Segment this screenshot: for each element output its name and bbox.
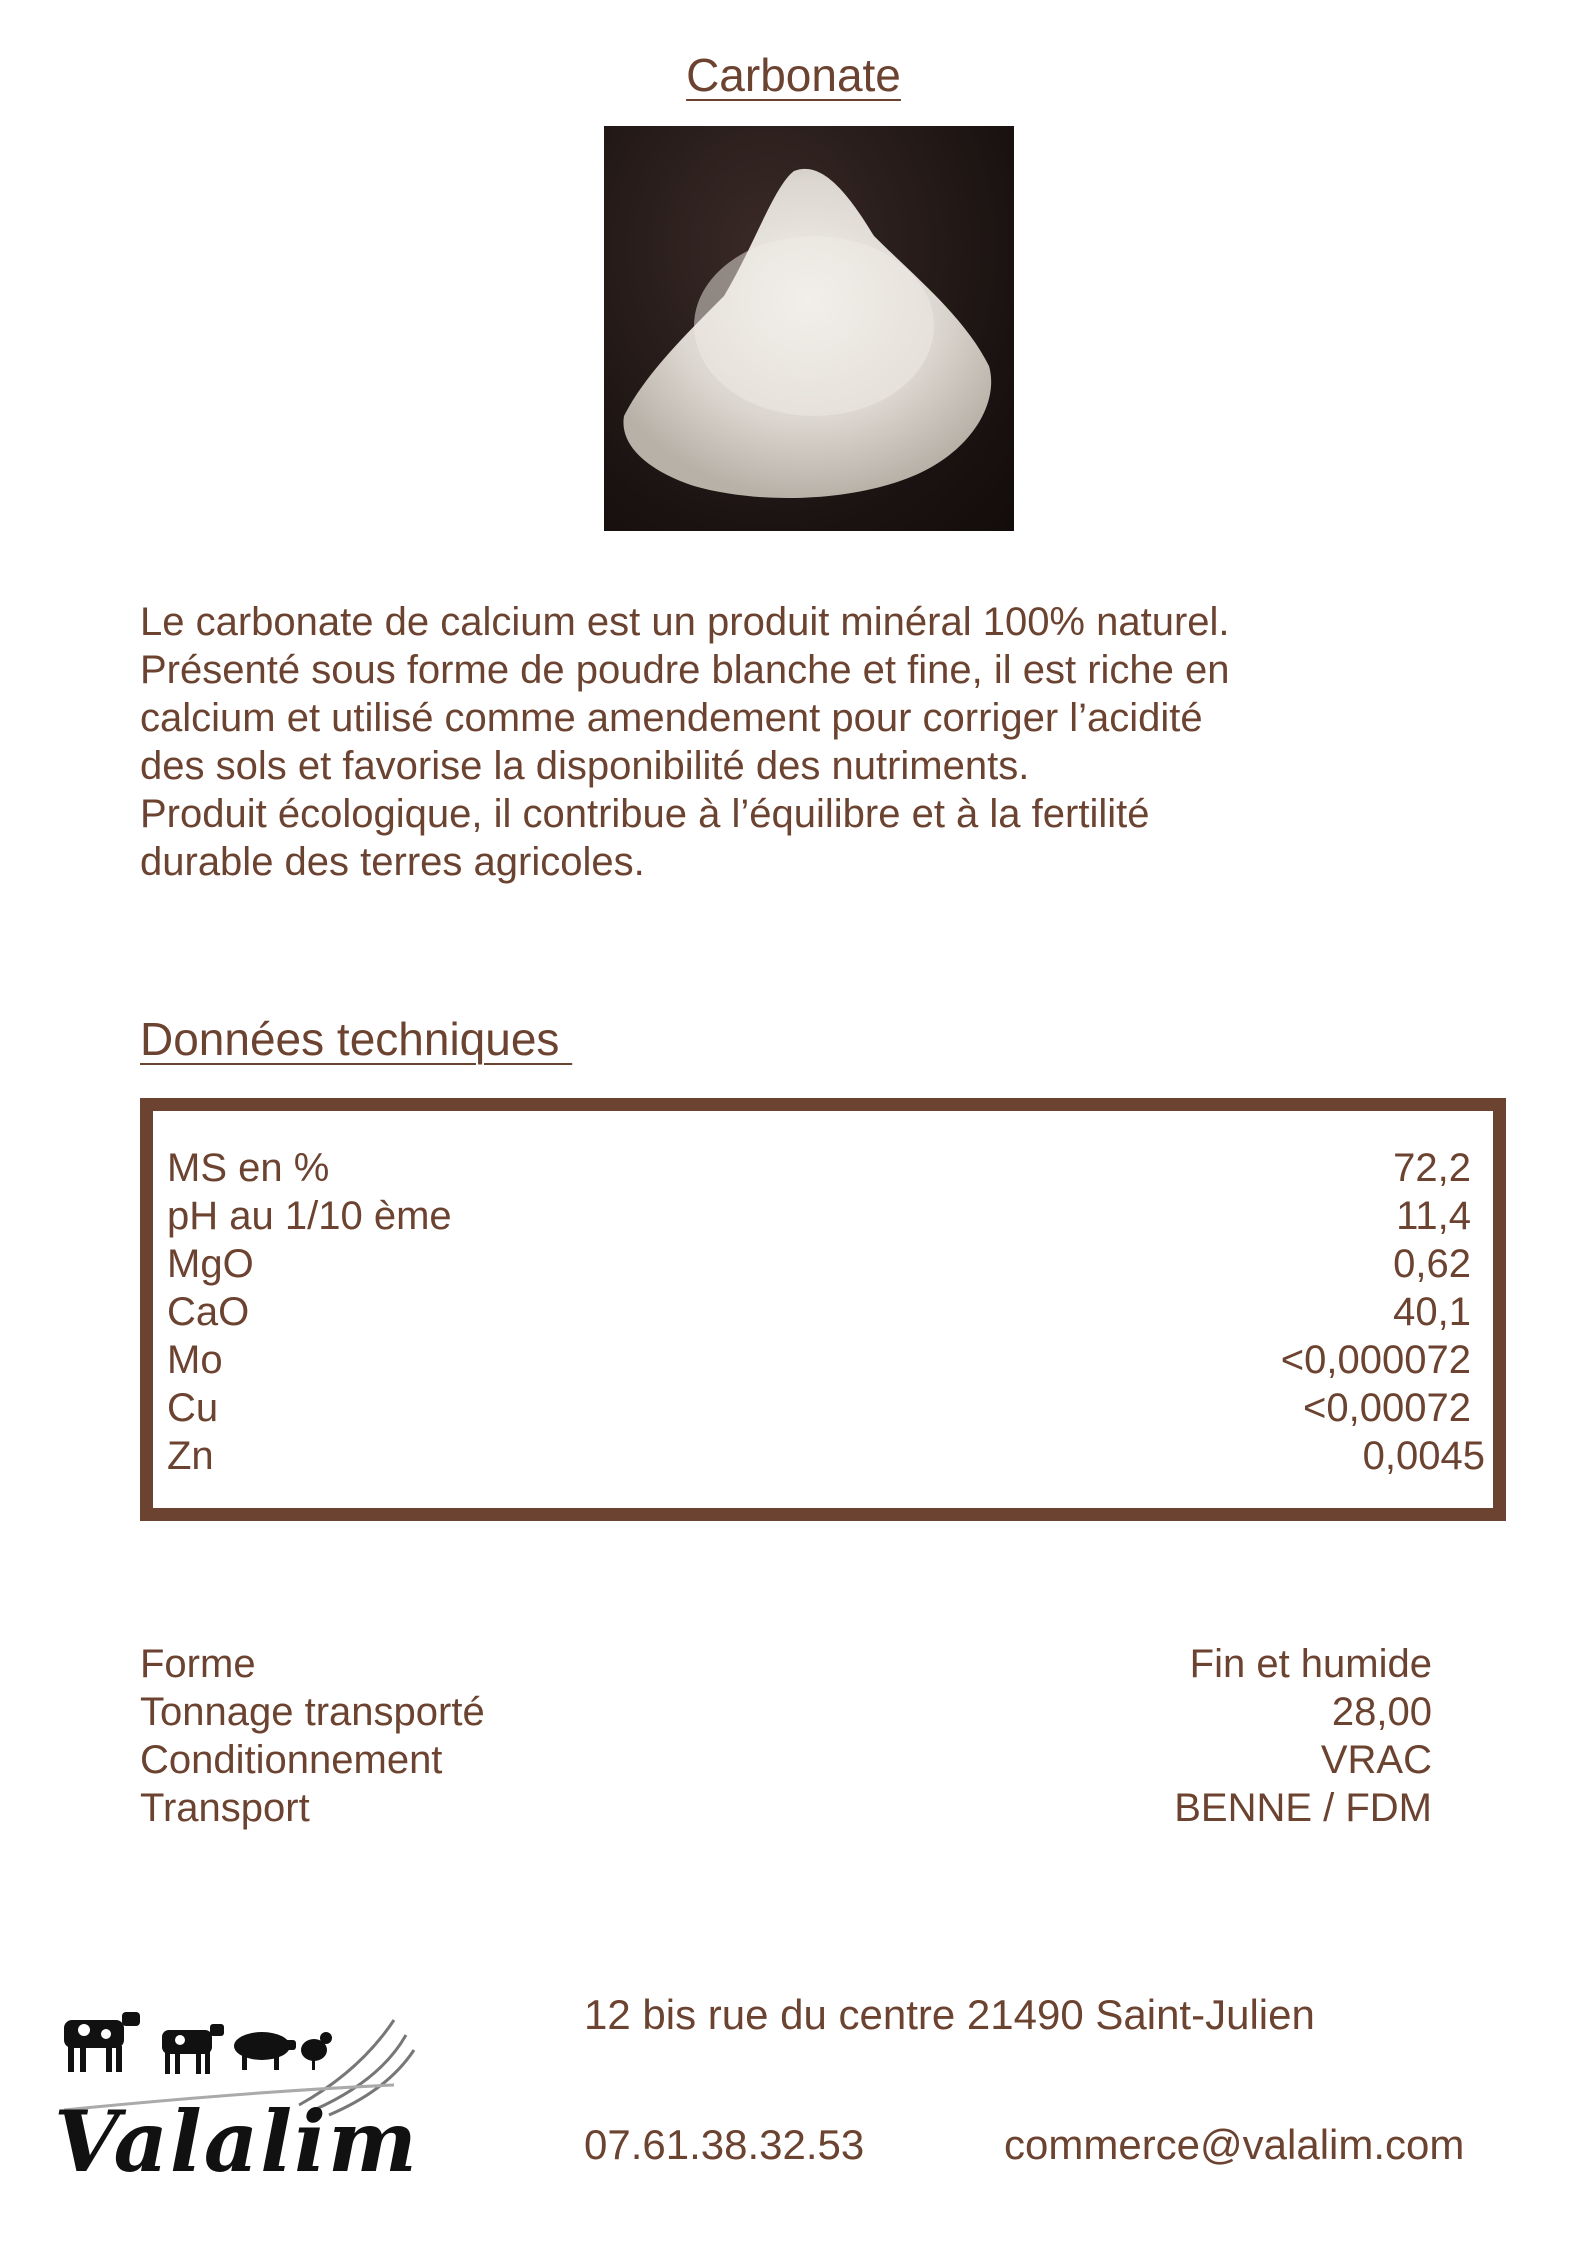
info-label: Transport bbox=[140, 1786, 310, 1830]
powder-pile-image bbox=[604, 126, 1014, 531]
cow-icon bbox=[162, 2024, 224, 2074]
technical-data-heading: Données techniques bbox=[140, 1013, 573, 1065]
tech-label: CaO bbox=[167, 1290, 250, 1334]
description-line: calcium et utilisé comme amendement pour corriger l’acidité bbox=[140, 696, 1203, 740]
tech-value: <0,00072 bbox=[1303, 1386, 1471, 1430]
info-value: BENNE / FDM bbox=[1174, 1786, 1432, 1830]
info-value: Fin et humide bbox=[1189, 1642, 1432, 1686]
tech-row bbox=[167, 1384, 1471, 1432]
tech-value: 40,1 bbox=[1393, 1290, 1471, 1334]
info-label: Conditionnement bbox=[140, 1738, 443, 1782]
pig-icon bbox=[234, 2032, 296, 2070]
tech-row bbox=[167, 1144, 1471, 1192]
description-line: Présenté sous forme de poudre blanche et fine, il est riche en bbox=[140, 648, 1230, 692]
tech-label: pH au 1/10 ème bbox=[167, 1194, 452, 1238]
product-photo bbox=[604, 126, 1014, 531]
description-line: Produit écologique, il contribue à l’équilibre et à la fertilité bbox=[140, 792, 1150, 836]
tech-value: <0,000072 bbox=[1280, 1338, 1471, 1382]
tech-label: Zn bbox=[167, 1434, 214, 1478]
cow-icon bbox=[64, 2012, 140, 2072]
email-link[interactable]: commerce@valalim.com bbox=[1004, 2121, 1465, 2168]
product-description bbox=[140, 598, 1440, 886]
phone-number[interactable]: 07.61.38.32.53 bbox=[584, 2121, 865, 2168]
tech-value: 72,2 bbox=[1393, 1146, 1471, 1190]
info-label: Forme bbox=[140, 1642, 256, 1686]
info-label: Tonnage transporté bbox=[140, 1690, 485, 1734]
tech-label: MS en % bbox=[167, 1146, 330, 1190]
tech-label: Mo bbox=[167, 1338, 223, 1382]
description-line: durable des terres agricoles. bbox=[140, 840, 645, 884]
tech-row bbox=[167, 1192, 1471, 1240]
info-value: 28,00 bbox=[1331, 1690, 1432, 1734]
tech-label: MgO bbox=[167, 1242, 254, 1286]
tech-value: 11,4 bbox=[1396, 1194, 1471, 1238]
description-line: Le carbonate de calcium est un produit minéral 100% naturel. bbox=[140, 600, 1230, 644]
tech-row bbox=[167, 1432, 1485, 1480]
info-row bbox=[140, 1688, 1432, 1736]
tech-label: Cu bbox=[167, 1386, 219, 1430]
info-value: VRAC bbox=[1320, 1738, 1432, 1782]
tech-row bbox=[167, 1240, 1471, 1288]
description-line: des sols et favorise la disponibilité des nutriments. bbox=[140, 744, 1030, 788]
tech-row bbox=[167, 1288, 1471, 1336]
info-row bbox=[140, 1784, 1432, 1832]
address: 12 bis rue du centre 21490 Saint-Julien bbox=[584, 1991, 1315, 2038]
tech-value: 0,0045 bbox=[1362, 1434, 1485, 1478]
info-row bbox=[140, 1736, 1432, 1784]
chicken-icon bbox=[301, 2032, 332, 2070]
info-row bbox=[140, 1640, 1432, 1688]
technical-data-table bbox=[140, 1098, 1506, 1521]
tech-row bbox=[167, 1336, 1471, 1384]
page-title: Carbonate bbox=[686, 49, 901, 101]
logo-wordmark: Valalim bbox=[54, 2092, 419, 2191]
tech-value: 0,62 bbox=[1393, 1242, 1471, 1286]
